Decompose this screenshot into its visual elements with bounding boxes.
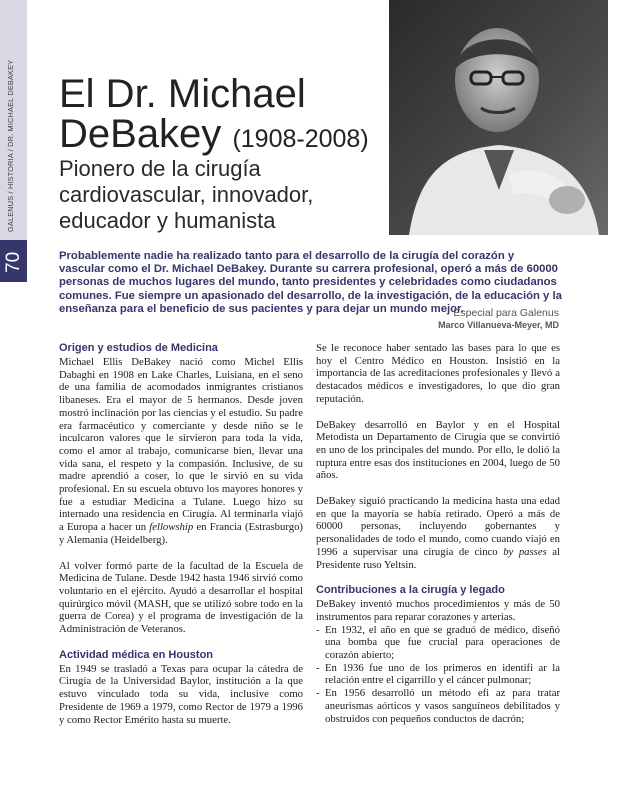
page-number: 70 [3, 251, 24, 273]
section-heading: Origen y estudios de Medicina [59, 342, 218, 354]
paragraph: Michael Ellis DeBakey nació como Michel Ellis Dabaghi en 1908 en Lake Charles, Luisiana, en el seno de una familia de acomodados inmigrantes cristianos libaneses. Era el mayor de 5 hermanos. Desde joven mostró inclinación por las ciencias y el estudio. Su padre era farmacéutico y comerciante y desde niño se le inculcaron valores que le sirvieron para toda la vida, como el amor al trabajo, comunicarse bien, llevar una vida sana, el respeto y la compasión. Inclusive, de su madre aprendió a coser, lo que le sirvió en su vida profesional. En su escuela obtuvo los mayores honores y fue a estudiar Medicina a Tulane. Luego hizo su internado una residencia en Cirugía. Al terminarla viajó a Europa a hacer un fellowship en Francia (Estrasburgo) y Alemania (Heidelberg). [59, 356, 303, 546]
paragraph: En 1949 se trasladó a Texas para ocupar la cátedra de Cirugía de la Universidad Baylor, institución a la que estuvo vinculado toda su vida, inclusive como Presidente de 1969 a 1979, como Rector de 1979 a 1996 y como Rector Emérito hasta su muerte. [59, 662, 303, 726]
credit-source: Especial para Galenus [453, 307, 559, 319]
title-line-1: El Dr. Michael [59, 72, 306, 116]
list-item: - En 1932, el año en que se graduó de médico, diseñó una bomba que fue crucial para operaciones de corazón abierto; [316, 624, 560, 662]
column-right [316, 342, 560, 725]
article-subtitle: Pionero de la cirugía cardiovascular, innovador, educador y humanista [59, 156, 314, 233]
page-number-box [0, 240, 27, 282]
title-line-2 [59, 114, 379, 159]
paragraph: DeBakey siguió practicando la medicina hasta una edad en que la mayoría se había retirado. Operó a más de 60000 personas, incluyendo gobernantes y personalidades de todo el mundo, como cuando viajó en 1996 a supervisar una cirugía de cinco by passes al Presidente ruso Yeltsin. [316, 495, 560, 571]
portrait-illustration [389, 0, 608, 235]
title-years: (1908-2008) [232, 125, 369, 153]
paragraph: Se le reconoce haber sentado las bases para lo que es hoy el Centro Médico en Houston. Insistió en la importancia de las acreditaciones profesionales y llevó a destacados médicos e investigadores, lo que dio gran reputación. [316, 342, 560, 405]
section-heading: Actividad médica en Houston [59, 648, 214, 661]
column-left [59, 342, 303, 739]
paragraph: DeBakey desarrolló en Baylor y en el Hospital Metodista un Departamento de Cirugía que se convirtió en uno de los principales del mundo. Por ello, le dolió la ruptura entre esas dos instituciones en 2004, luego de 50 años. [316, 418, 560, 482]
list-item: - En 1936 fue uno de los primeros en identifi ar la relación entre el cigarrillo y el cáncer pulmonar; [316, 662, 560, 687]
section-heading: Contribuciones a la cirugía y legado [316, 584, 505, 597]
paragraph: DeBakey inventó muchos procedimientos y más de 50 instrumentos para reparar corazones y arterias. [316, 598, 560, 623]
running-header: GALENUS / HISTORIA / DR. MICHAEL DEBAKEY [6, 59, 15, 232]
paragraph: Al volver formó parte de la facultad de la Escuela de Medicina de Tulane. Desde 1942 hasta 1946 sirvió como voluntario en el ejército. Ayudó a desarrollar el hospital quirúrgico móvil (MASH, que se utilizó sobre todo en la guerra de Corea) y el programa de investigación de la Administración de Veteranos. [59, 559, 303, 636]
title-name: DeBakey [59, 112, 222, 156]
contributions-list [316, 624, 560, 726]
article-title [59, 74, 379, 159]
article-intro: Probablemente nadie ha realizado tanto para el desarrollo de la cirugía del corazón y vascular como el Dr. Michael DeBakey. Durante su carrera profesional, operó a más de 60000 personas de muchos lugares del mundo, tanto presidentes y celebridades como ciudadanos comunes. Fue siempre un apasionado del desarrollo, de la investigación, de la educación y la enseñanza para el beneficio de sus pacientes y para dejar un mundo mejor. [59, 250, 562, 315]
list-item: - En 1956 desarrolló un método efi az para tratar aneurismas aórticos y vasos sanguíneos debilitados y obstruidos con pequeños conductos de dacrón; [316, 687, 560, 725]
credit-author: Marco Villanueva-Meyer, MD [438, 320, 559, 330]
portrait-photo [389, 0, 608, 235]
